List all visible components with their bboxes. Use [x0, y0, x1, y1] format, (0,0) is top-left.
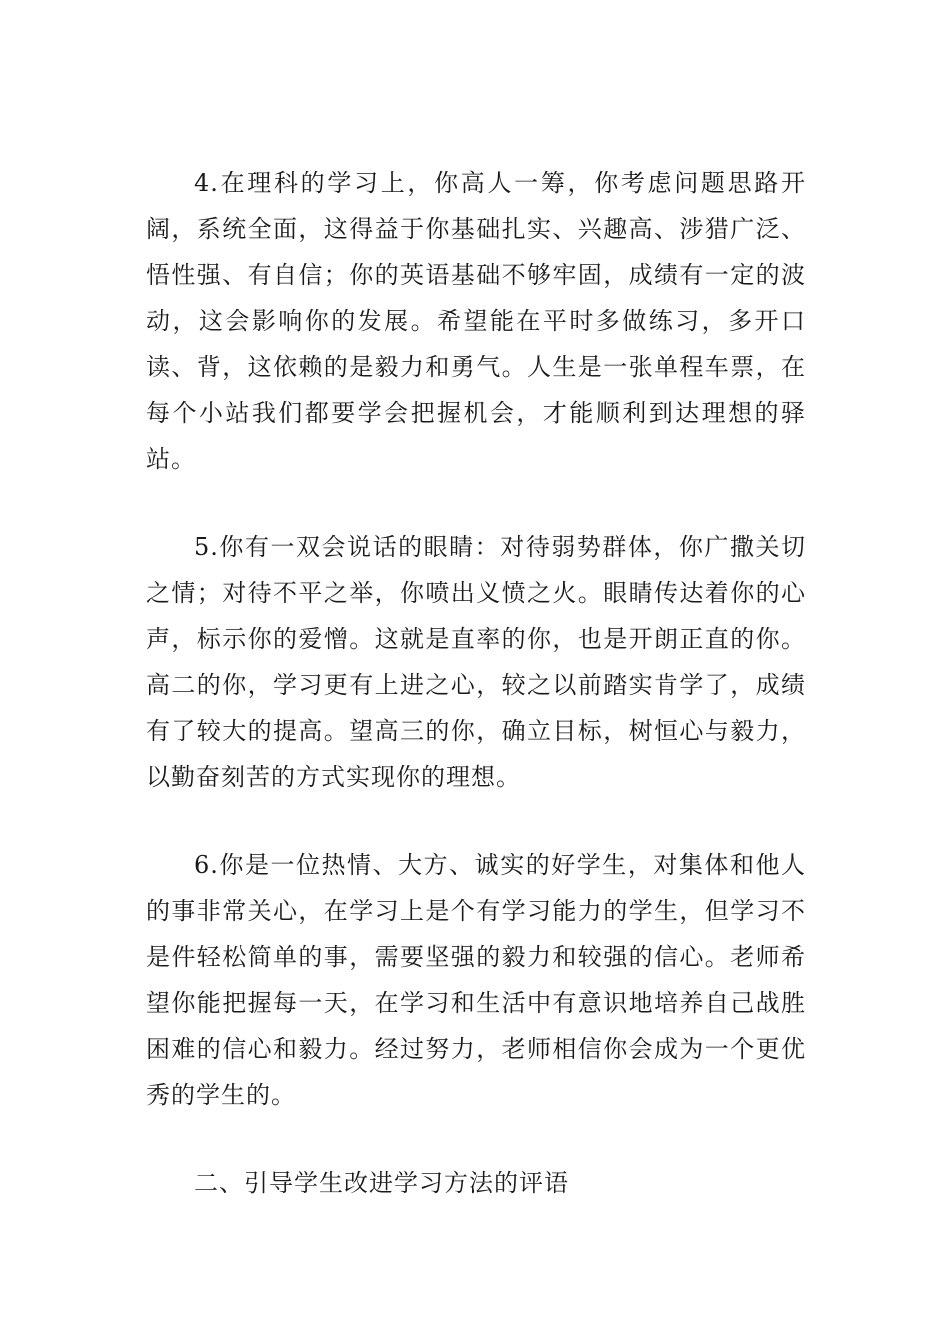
- paragraph-5: 5.你有一双会说话的眼睛：对待弱势群体，你广撒关切之情；对待不平之举，你喷出义愤之火。眼睛传达着你的心声，标示你的爱憎。这就是直率的你，也是开朗正直的你。高二的你，学习更有上进之心，较之以前踏实肯学了，成绩有了较大的提高。望高三的你，确立目标，树恒心与毅力，以勤奋刻苦的方式实现你的理想。: [146, 533, 806, 791]
- paragraph-4: 4.在理科的学习上，你高人一筹，你考虑问题思路开阔，系统全面，这得益于你基础扎实、兴趣高、涉猎广泛、悟性强、有自信；你的英语基础不够牢固，成绩有一定的波动，这会影响你的发展。希望能在平时多做练习，多开口读、背，这依赖的是毅力和勇气。人生是一张单程车票，在每个小站我们都要学会把握机会，才能顺利到达理想的驿站。: [146, 169, 806, 473]
- section-heading: 二、引导学生改进学习方法的评语: [194, 1169, 569, 1197]
- paragraph-6: 6.你是一位热情、大方、诚实的好学生，对集体和他人的事非常关心，在学习上是个有学习能力的学生，但学习不是件轻松简单的事，需要坚强的毅力和较强的信心。老师希望你能把握每一天，在学习和生活中有意识地培养自己战胜困难的信心和毅力。经过努力，老师相信你会成为一个更优秀的学生的。: [146, 851, 806, 1109]
- document-body: [146, 160, 806, 1206]
